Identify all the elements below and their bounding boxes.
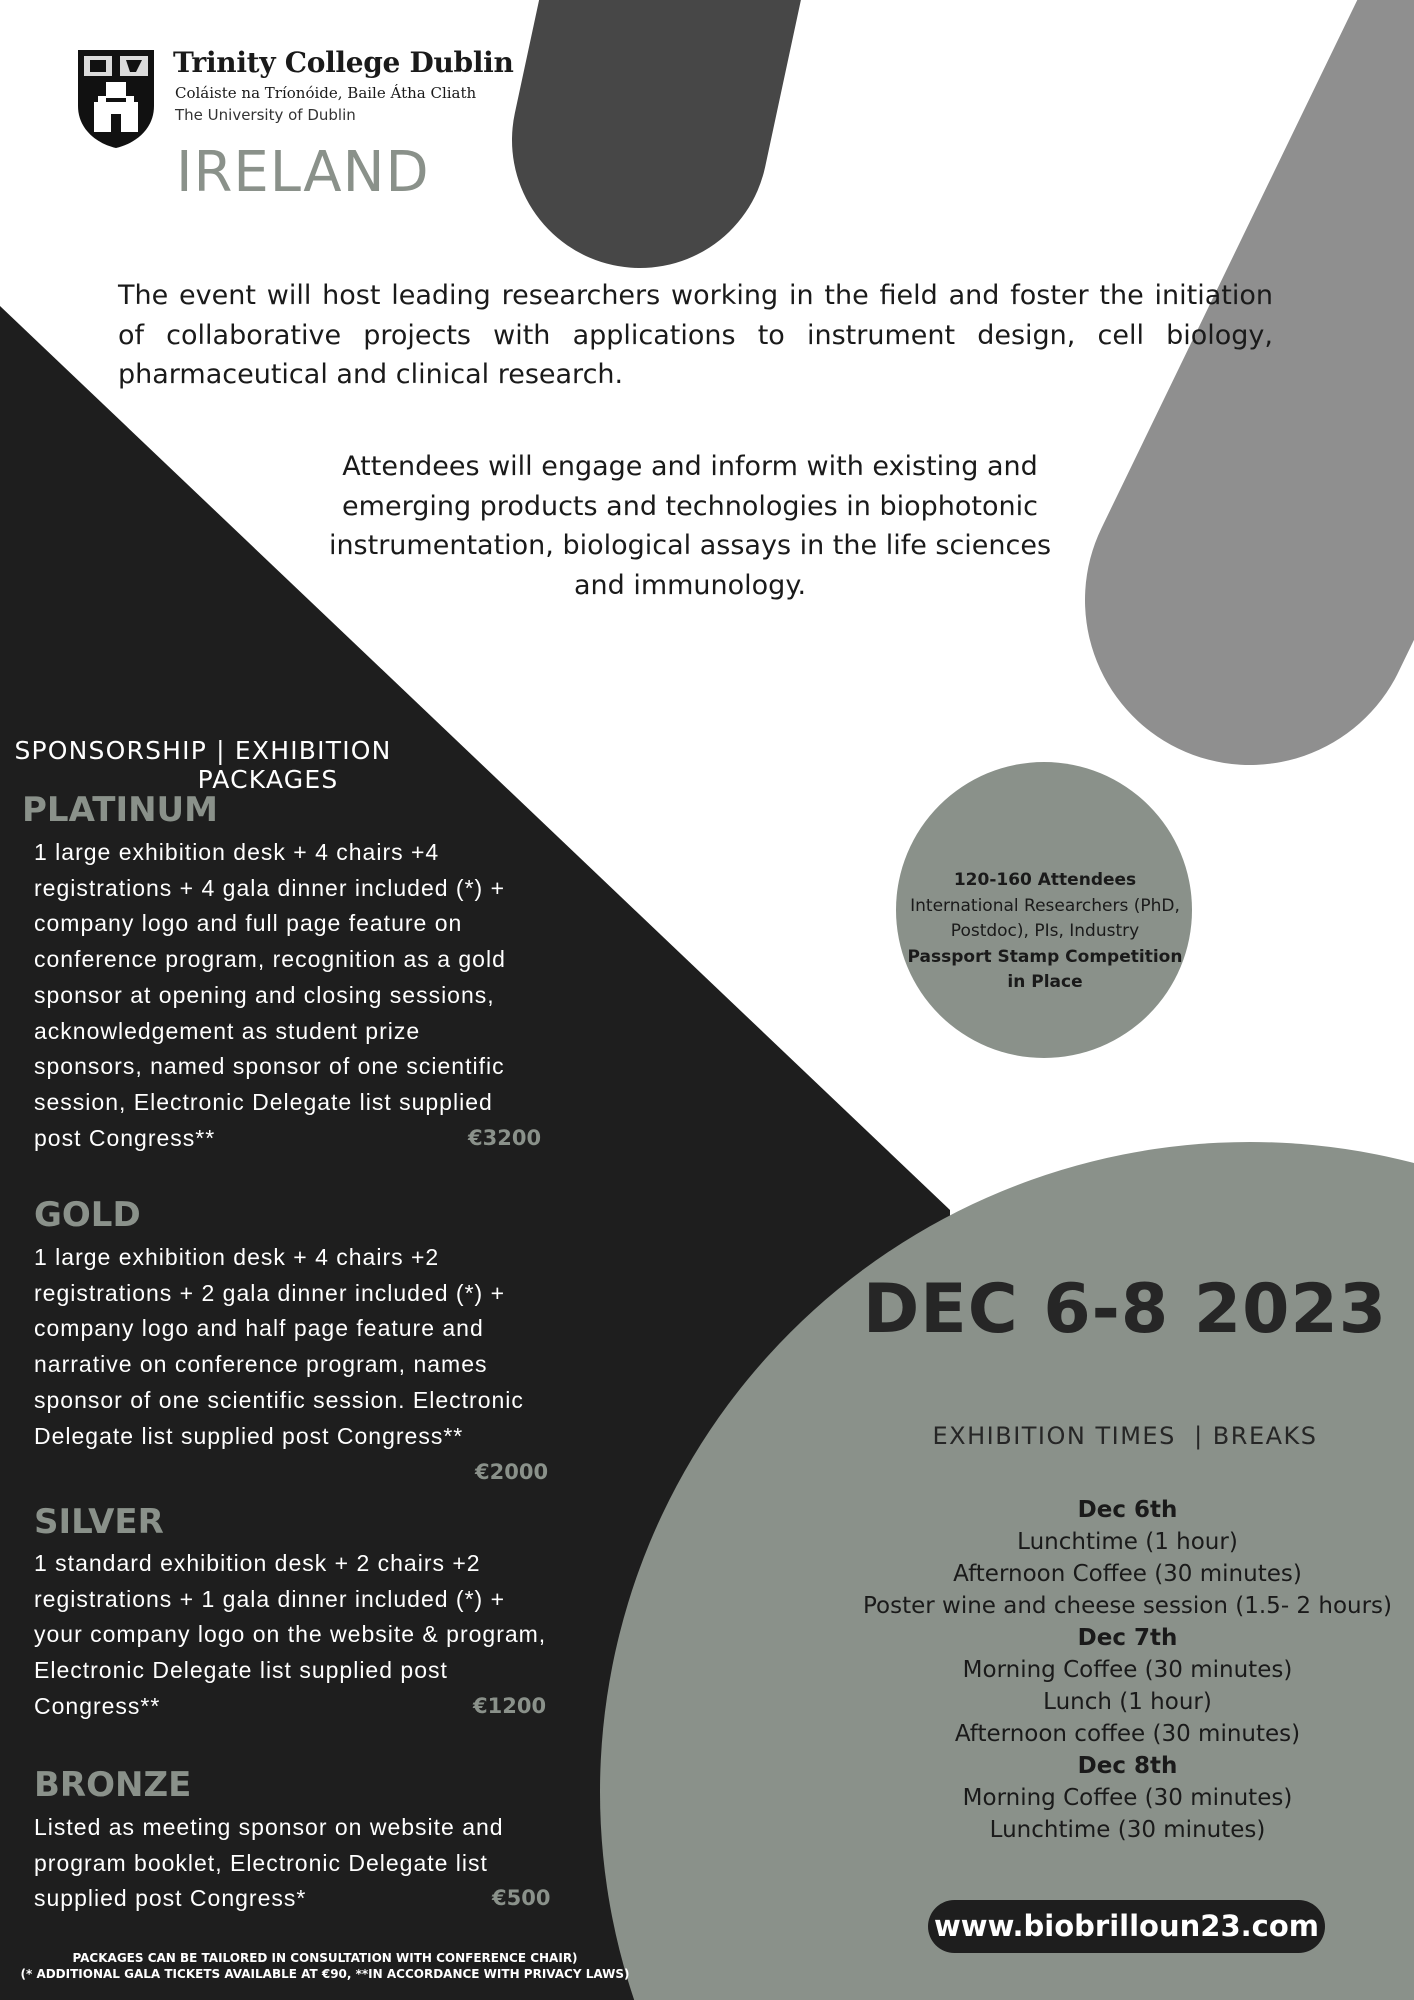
schedule-item: Poster wine and cheese session (1.5- 2 hours) bbox=[862, 1593, 1393, 1619]
institution-name: Trinity College Dublin bbox=[173, 46, 514, 79]
tier-line: registrations + 2 gala dinner included (*) + bbox=[34, 1279, 506, 1306]
tier-line: Congress** bbox=[34, 1692, 161, 1719]
tier-line: 1 large exhibition desk + 4 chairs +4 bbox=[34, 839, 440, 865]
tier-gold-description bbox=[34, 1240, 524, 1454]
schedule-day: Dec 7th bbox=[1077, 1625, 1178, 1651]
intro-paragraph-2: Attendees will engage and inform with existing and emerging products and technologies in biophotonic instrumentation, biological assays in the life sciences and immunology. bbox=[328, 451, 1052, 601]
footnote bbox=[0, 1950, 650, 1982]
tier-line: program booklet, Electronic Delegate list bbox=[34, 1849, 488, 1876]
tier-bronze-description bbox=[34, 1810, 504, 1917]
tier-line: sponsor of one scientific session. Electronic bbox=[34, 1386, 524, 1413]
schedule-item: Lunchtime (30 minutes) bbox=[989, 1817, 1266, 1843]
institution-irish-name: Coláiste na Tríonóide, Baile Átha Cliath bbox=[175, 84, 477, 102]
tier-platinum-price: €3200 bbox=[468, 1126, 542, 1150]
exhibition-times-title: EXHIBITION TIMES | BREAKS bbox=[932, 1422, 1318, 1450]
tier-line: post Congress** bbox=[34, 1124, 216, 1151]
tier-gold-price: €2000 bbox=[475, 1460, 549, 1484]
tier-line: sponsor at opening and closing sessions, bbox=[34, 981, 495, 1008]
schedule-day: Dec 8th bbox=[1077, 1753, 1178, 1779]
tier-line: supplied post Congress* bbox=[34, 1885, 307, 1912]
tier-line: session, Electronic Delegate list supplied bbox=[34, 1088, 493, 1115]
schedule bbox=[855, 1494, 1400, 1846]
tier-line: 1 standard exhibition desk + 2 chairs +2 bbox=[34, 1550, 481, 1576]
competition-line1: Passport Stamp Competition bbox=[907, 946, 1183, 967]
sponsorship-title bbox=[8, 736, 398, 794]
tier-line: company logo and full page feature on bbox=[34, 910, 463, 937]
intro-paragraph-1: The event will host leading researchers working in the field and foster the initiation of collaborative projects with applications to instrument design, cell biology, pharmaceutical and clinical research. bbox=[118, 280, 1273, 390]
footnote-line1: PACKAGES CAN BE TAILORED IN CONSULTATION WITH CONFERENCE CHAIR) bbox=[72, 1951, 578, 1965]
tier-silver-description bbox=[34, 1546, 546, 1725]
tier-line: company logo and half page feature and bbox=[34, 1315, 484, 1342]
schedule-item: Morning Coffee (30 minutes) bbox=[962, 1785, 1293, 1811]
tier-silver-name: SILVER bbox=[34, 1502, 164, 1542]
schedule-day: Dec 6th bbox=[1077, 1497, 1178, 1523]
sponsorship-title-line2: PACKAGES bbox=[197, 765, 339, 794]
audience-line2: Postdoc), PIs, Industry bbox=[950, 921, 1140, 941]
tier-line: registrations + 4 gala dinner included (*) + bbox=[34, 874, 506, 901]
tier-platinum-name: PLATINUM bbox=[22, 790, 218, 830]
event-dates: DEC 6-8 2023 bbox=[862, 1270, 1388, 1349]
tier-bronze-name: BRONZE bbox=[34, 1765, 192, 1805]
tier-line: acknowledgement as student prize bbox=[34, 1017, 421, 1044]
schedule-item: Lunchtime (1 hour) bbox=[1017, 1529, 1238, 1555]
attendee-stats bbox=[895, 868, 1195, 996]
tier-line: sponsors, named sponsor of one scientific bbox=[34, 1053, 505, 1080]
tier-line: Listed as meeting sponsor on website and bbox=[34, 1814, 504, 1840]
attendee-count: 120-160 Attendees bbox=[953, 870, 1137, 890]
tier-line: registrations + 1 gala dinner included (*) + bbox=[34, 1585, 506, 1612]
grey-pill-shape bbox=[1250, 0, 1414, 600]
schedule-item: Afternoon Coffee (30 minutes) bbox=[953, 1561, 1302, 1587]
charcoal-pill-top bbox=[640, 0, 700, 140]
footnote-line2: (* ADDITIONAL GALA TICKETS AVAILABLE AT €90, **IN ACCORDANCE WITH PRIVACY LAWS) bbox=[20, 1967, 630, 1981]
tier-line: your company logo on the website & program, bbox=[34, 1621, 547, 1648]
tier-line: Electronic Delegate list supplied post bbox=[34, 1657, 448, 1684]
audience-line1: International Researchers (PhD, bbox=[910, 895, 1180, 916]
tier-silver-price: €1200 bbox=[473, 1694, 547, 1718]
schedule-item: Morning Coffee (30 minutes) bbox=[962, 1657, 1293, 1683]
competition-line2: in Place bbox=[1007, 972, 1083, 992]
tier-line: conference program, recognition as a gold bbox=[34, 946, 506, 973]
tier-line: 1 large exhibition desk + 4 chairs +2 bbox=[34, 1244, 440, 1270]
tier-line: Delegate list supplied post Congress** bbox=[34, 1422, 464, 1449]
country-heading: IRELAND bbox=[176, 140, 430, 205]
university-name: The University of Dublin bbox=[175, 106, 356, 124]
schedule-item: Lunch (1 hour) bbox=[1043, 1689, 1212, 1715]
tier-bronze-price: €500 bbox=[492, 1886, 551, 1910]
trinity-crest-icon bbox=[76, 48, 156, 150]
tier-gold-name: GOLD bbox=[34, 1195, 141, 1235]
tier-platinum-description bbox=[34, 835, 506, 1156]
sponsorship-title-line1: SPONSORSHIP | EXHIBITION bbox=[14, 736, 392, 765]
website-link[interactable]: www.biobrilloun23.com bbox=[928, 1900, 1325, 1953]
tier-line: narrative on conference program, names bbox=[34, 1351, 488, 1378]
schedule-item: Afternoon coffee (30 minutes) bbox=[954, 1721, 1301, 1747]
